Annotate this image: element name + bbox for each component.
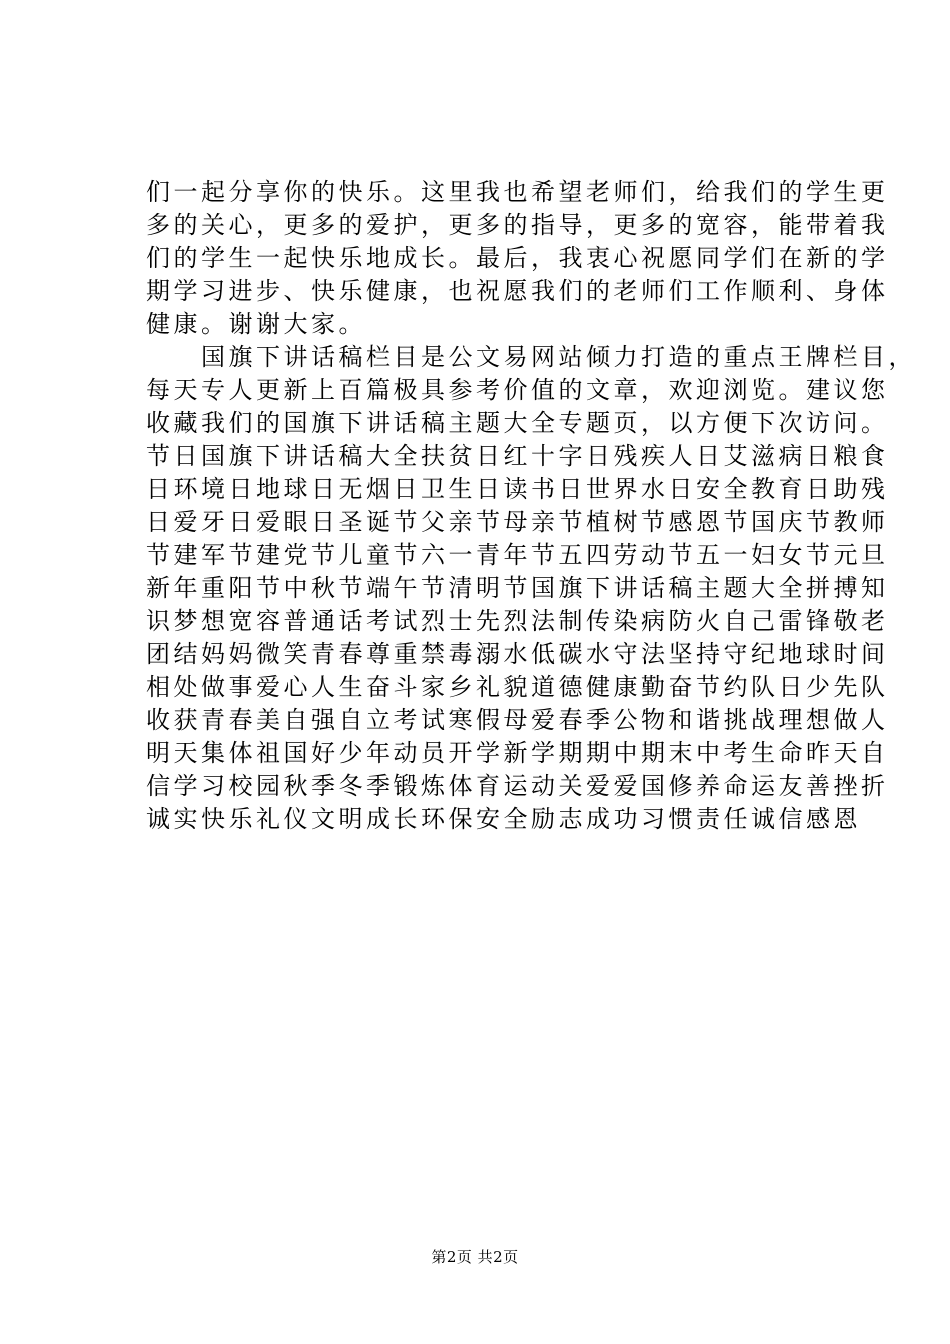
text-line: 期学习进步、快乐健康，也祝愿我们的老师们工作顺利、身体 xyxy=(146,277,889,305)
text-line: 收获青春美自强自立考试寒假母爱春季公物和谐挑战理想做人 xyxy=(146,706,889,734)
text-line: 节建军节建党节儿童节六一青年节五四劳动节五一妇女节元旦 xyxy=(146,541,889,569)
text-line: 信学习校园秋季冬季锻炼体育运动关爱爱国修养命运友善挫折 xyxy=(146,772,889,800)
text-line: 节日国旗下讲话稿大全扶贫日红十字日残疾人日艾滋病日粮食 xyxy=(146,442,889,470)
text-line: 新年重阳节中秋节端午节清明节国旗下讲话稿主题大全拼搏知 xyxy=(146,574,889,602)
text-line: 明天集体祖国好少年动员开学新学期期中期末中考生命昨天自 xyxy=(146,739,889,767)
text-line: 国旗下讲话稿栏目是公文易网站倾力打造的重点王牌栏目， xyxy=(146,343,916,371)
document-body xyxy=(146,176,916,836)
text-line: 收藏我们的国旗下讲话稿主题大全专题页，以方便下次访问。 xyxy=(146,409,889,437)
text-line: 日爱牙日爱眼日圣诞节父亲节母亲节植树节感恩节国庆节教师 xyxy=(146,508,889,536)
text-line: 健康。谢谢大家。 xyxy=(146,310,366,338)
text-line: 们的学生一起快乐地成长。最后，我衷心祝愿同学们在新的学 xyxy=(146,244,889,272)
text-line: 们一起分享你的快乐。这里我也希望老师们，给我们的学生更 xyxy=(146,178,889,206)
text-line: 识梦想宽容普通话考试烈士先烈法制传染病防火自己雷锋敬老 xyxy=(146,607,889,635)
text-line: 多的关心，更多的爱护，更多的指导，更多的宽容，能带着我 xyxy=(146,211,889,239)
text-line: 相处做事爱心人生奋斗家乡礼貌道德健康勤奋节约队日少先队 xyxy=(146,673,889,701)
text-line: 诚实快乐礼仪文明成长环保安全励志成功习惯责任诚信感恩 xyxy=(146,805,861,833)
page-number-footer: 第2页 共2页 xyxy=(431,1248,519,1266)
text-line: 每天专人更新上百篇极具参考价值的文章，欢迎浏览。建议您 xyxy=(146,376,889,404)
text-line: 团结妈妈微笑青春尊重禁毒溺水低碳水守法坚持守纪地球时间 xyxy=(146,640,889,668)
text-line: 日环境日地球日无烟日卫生日读书日世界水日安全教育日助残 xyxy=(146,475,889,503)
